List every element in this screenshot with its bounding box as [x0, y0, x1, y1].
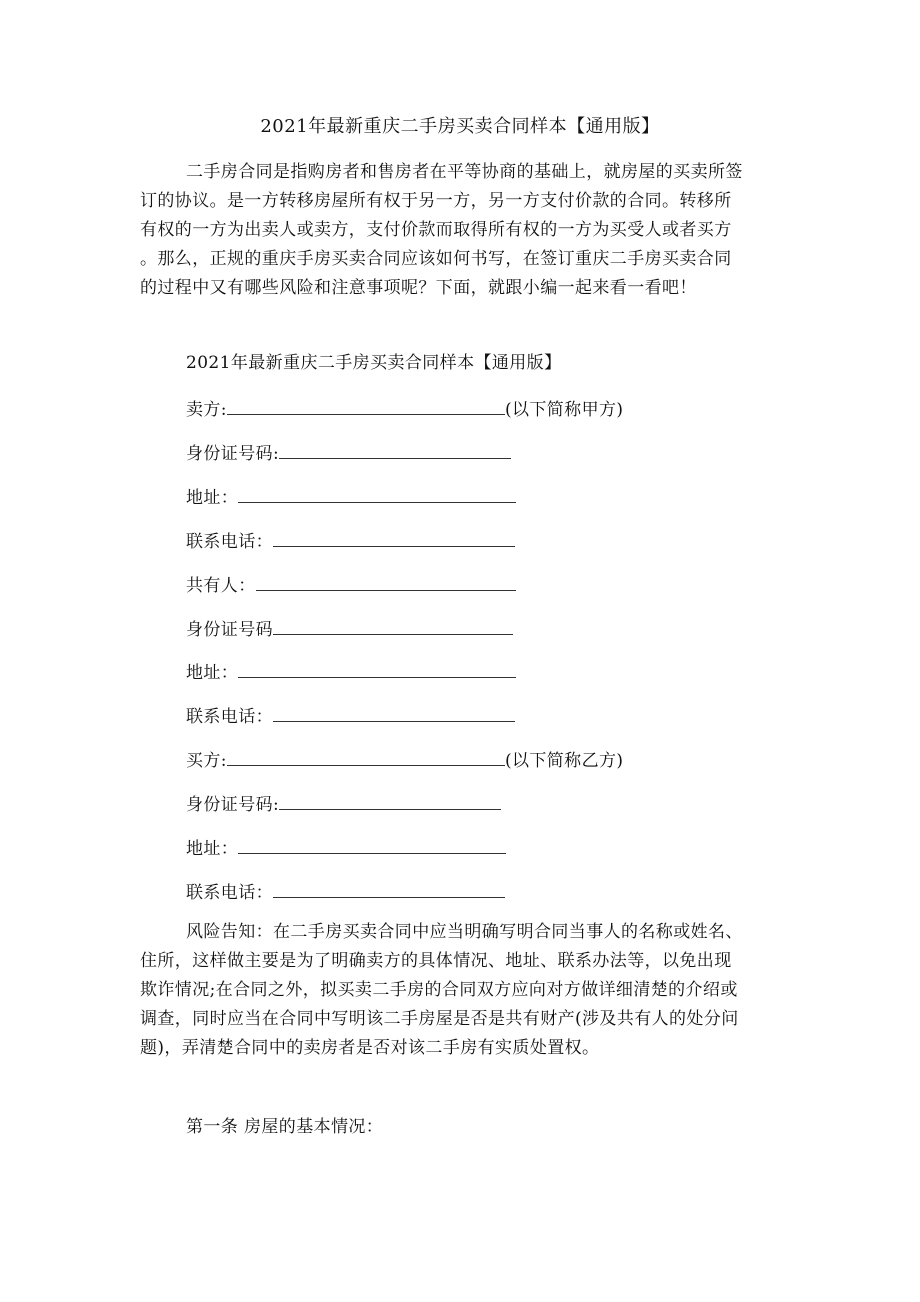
- co-owner-address-field[interactable]: [238, 661, 516, 678]
- buyer-phone-row: [186, 878, 505, 902]
- co-owner-phone-field[interactable]: [273, 705, 515, 722]
- co-owner-address-row: [186, 658, 516, 682]
- seller-phone-field[interactable]: [273, 530, 515, 547]
- buyer-address-row: [186, 834, 506, 858]
- buyer-phone-label: 联系电话：: [186, 883, 273, 903]
- seller-label: 卖方:: [186, 400, 227, 420]
- buyer-id-row: [186, 790, 501, 814]
- buyer-address-field[interactable]: [238, 837, 506, 854]
- buyer-name-field[interactable]: [227, 749, 505, 766]
- co-owner-id-label: 身份证号码: [186, 620, 273, 640]
- co-owner-address-label: 地址：: [186, 663, 239, 683]
- intro-line: 有权的一方为出卖人或卖方，支付价款而取得所有权的一方为买受人或者买方: [140, 220, 732, 240]
- risk-line: 住所，这样做主要是为了明确卖方的具体情况、地址、联系办法等，以免出现: [140, 951, 732, 971]
- intro-line: 订的协议。是一方转移房屋所有权于另一方，另一方支付价款的合同。转移所: [140, 191, 732, 211]
- co-owner-id-row: [186, 615, 513, 639]
- intro-line: 的过程中又有哪些风险和注意事项呢？下面，就跟小编一起来看一看吧！: [140, 278, 697, 298]
- seller-name-field[interactable]: [227, 398, 505, 415]
- risk-line: 风险告知：在二手房买卖合同中应当明确写明合同当事人的名称或姓名、: [186, 922, 743, 942]
- buyer-suffix: (以下简称乙方): [504, 751, 624, 771]
- co-owner-label: 共有人：: [186, 576, 256, 596]
- seller-address-label: 地址：: [186, 488, 239, 508]
- intro-line: 二手房合同是指购房者和售房者在平等协商的基础上，就房屋的买卖所签: [186, 162, 743, 182]
- co-owner-row: [186, 571, 516, 595]
- co-owner-id-field[interactable]: [273, 618, 513, 635]
- buyer-id-field[interactable]: [279, 793, 501, 810]
- buyer-id-label: 身份证号码:: [186, 795, 280, 815]
- seller-suffix: (以下简称甲方): [504, 400, 624, 420]
- document-title: 2021年最新重庆二手房买卖合同样本【通用版】: [260, 116, 660, 137]
- seller-id-label: 身份证号码:: [186, 444, 280, 464]
- seller-id-row: [186, 439, 511, 463]
- intro-paragraph: [140, 158, 780, 303]
- buyer-label: 买方:: [186, 751, 227, 771]
- seller-row: [186, 395, 623, 419]
- seller-address-field[interactable]: [238, 486, 516, 503]
- buyer-phone-field[interactable]: [273, 881, 505, 898]
- seller-id-field[interactable]: [279, 442, 511, 459]
- risk-line: 题)，弄清楚合同中的卖房者是否对该二手房有实质处置权。: [140, 1038, 600, 1058]
- co-owner-name-field[interactable]: [256, 574, 516, 591]
- buyer-address-label: 地址：: [186, 839, 239, 859]
- article-1-heading: 第一条 房屋的基本情况：: [186, 1117, 384, 1137]
- risk-line: 欺诈情况;在合同之外，拟买卖二手房的合同双方应向对方做详细清楚的介绍或: [140, 980, 738, 1000]
- risk-notice-paragraph: [140, 918, 780, 1063]
- co-owner-phone-row: [186, 702, 515, 726]
- seller-phone-label: 联系电话：: [186, 532, 273, 552]
- risk-line: 调查，同时应当在合同中写明该二手房屋是否是共有财产(涉及共有人的处分问: [140, 1009, 739, 1029]
- section-subtitle: 2021年最新重庆二手房买卖合同样本【通用版】: [186, 353, 562, 373]
- seller-address-row: [186, 483, 516, 507]
- co-owner-phone-label: 联系电话：: [186, 707, 273, 727]
- intro-line: 。那么，正规的重庆手房买卖合同应该如何书写，在签订重庆二手房买卖合同: [140, 249, 732, 269]
- buyer-row: [186, 746, 623, 770]
- seller-phone-row: [186, 527, 515, 551]
